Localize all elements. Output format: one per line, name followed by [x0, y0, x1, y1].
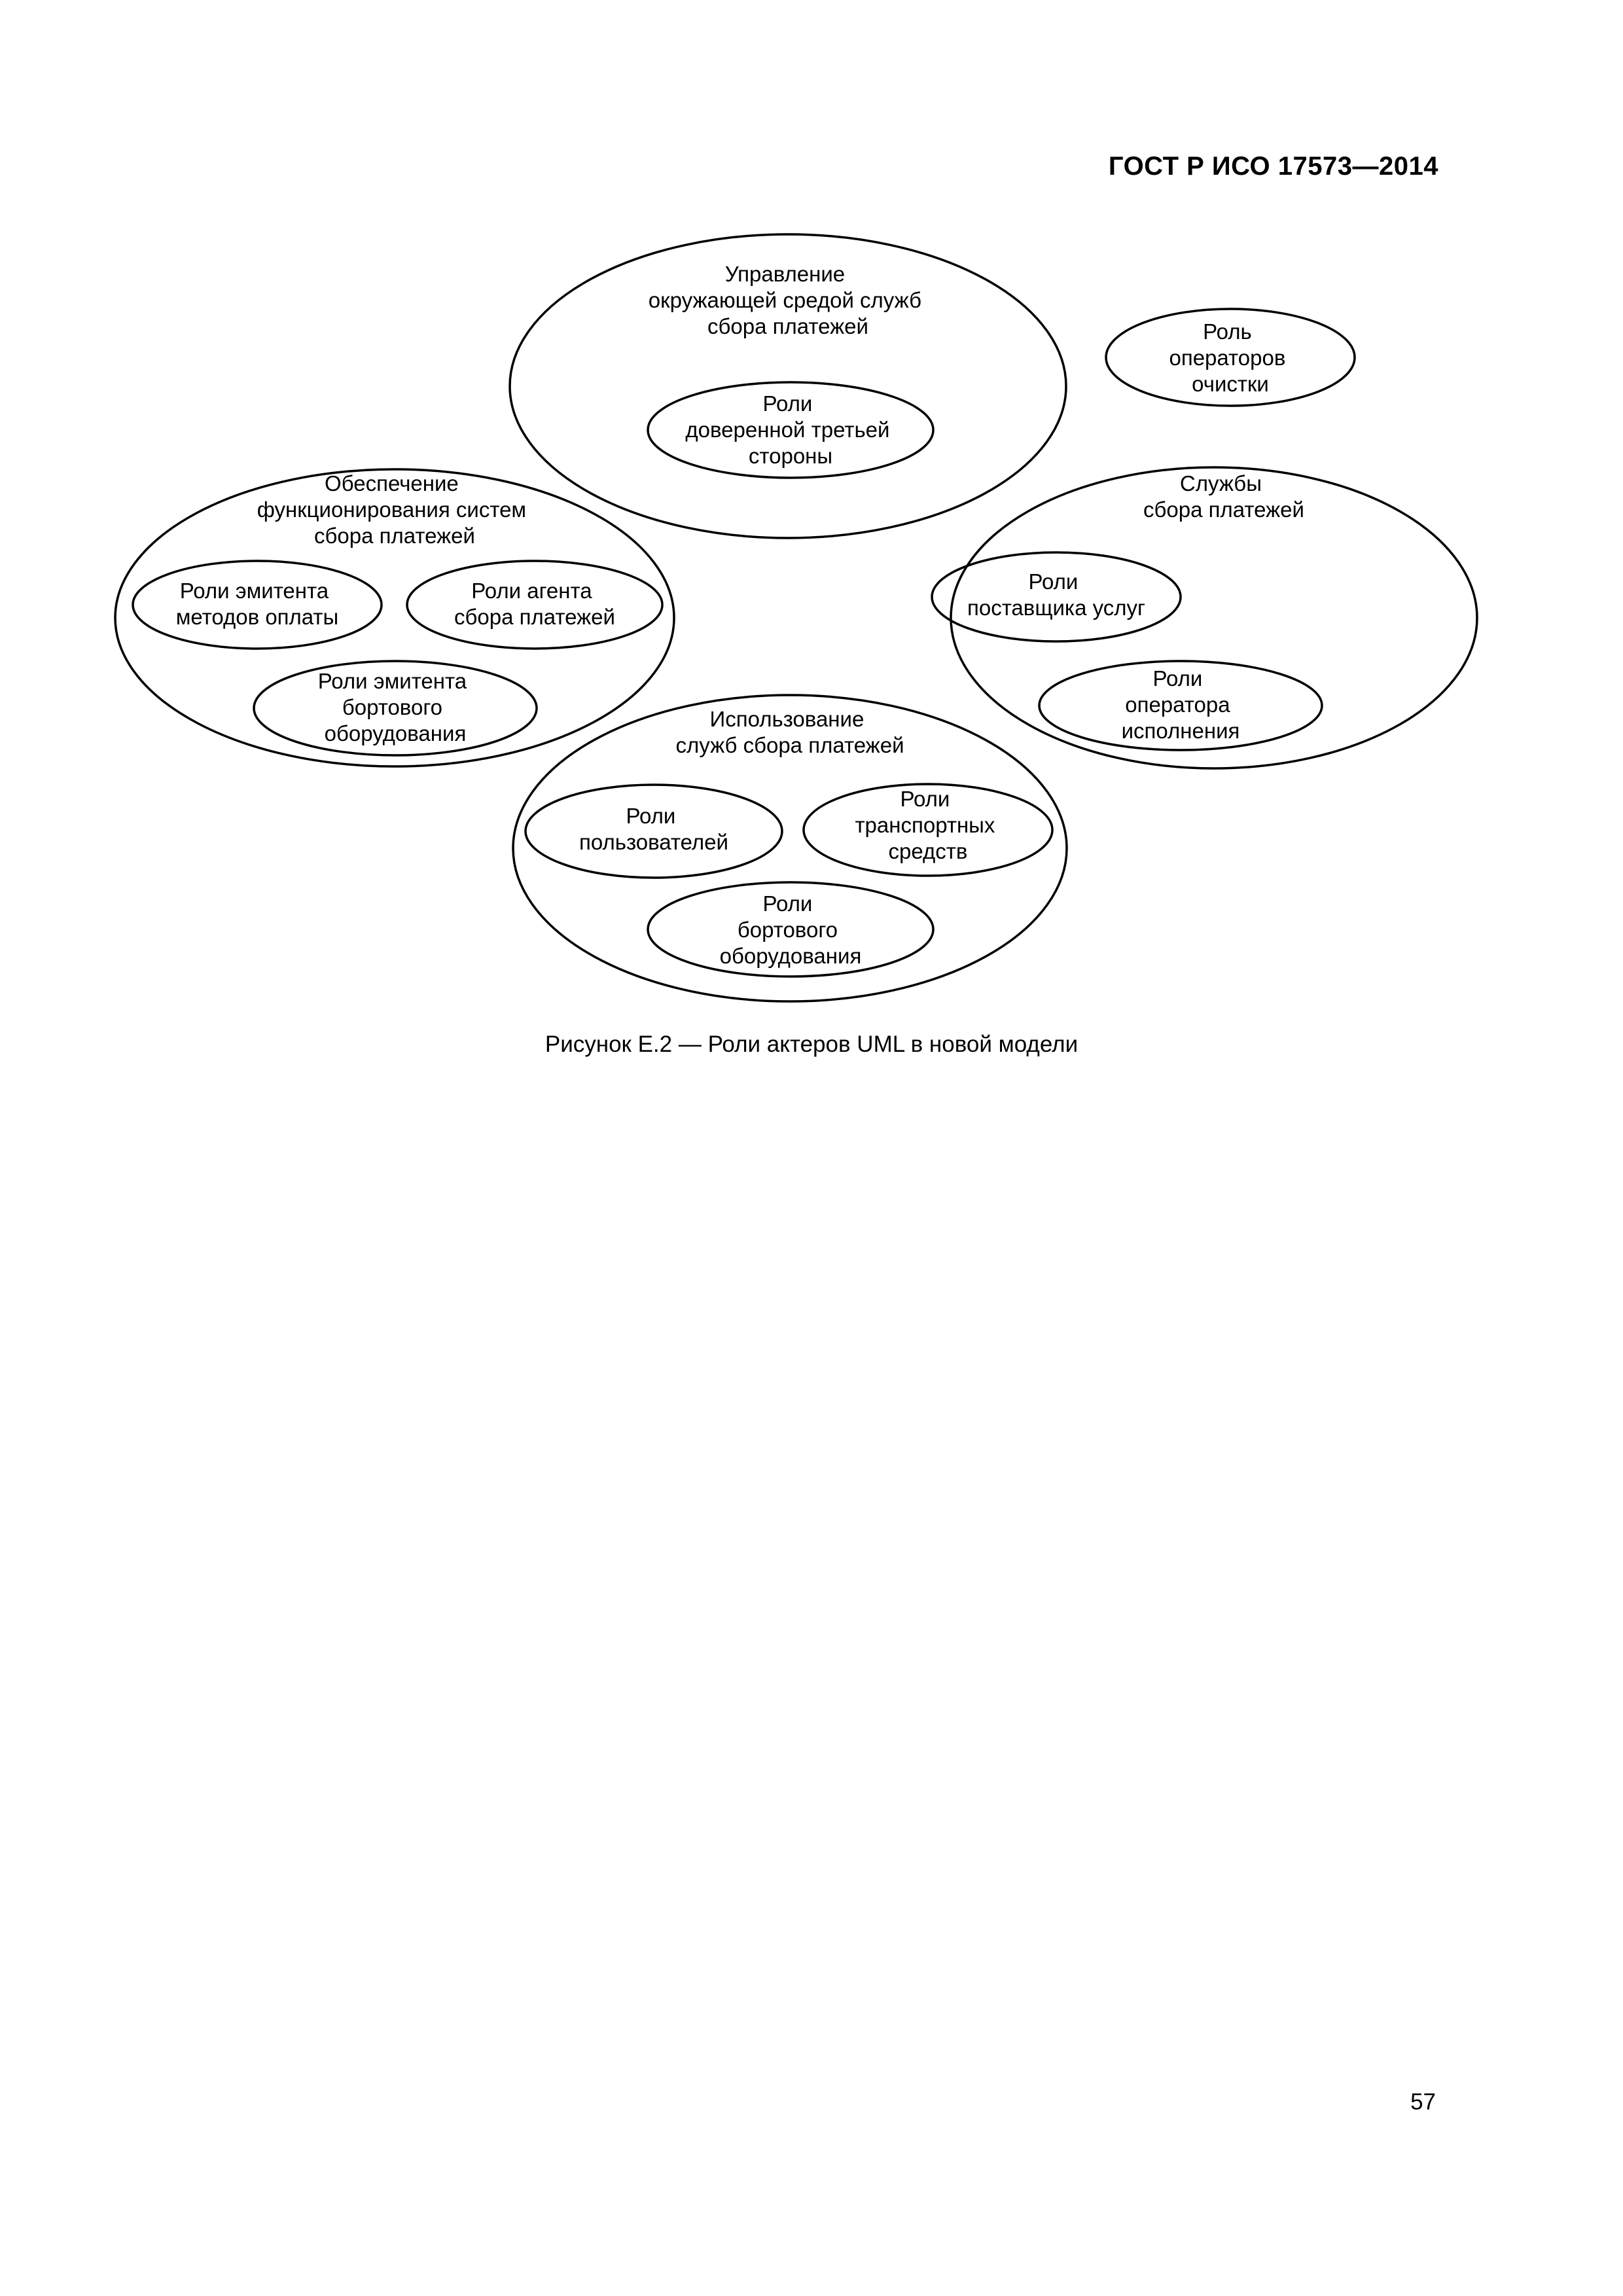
label-line: оборудования — [719, 944, 862, 968]
document-code: ГОСТ Р ИСО 17573—2014 — [1108, 152, 1438, 181]
label-line: Роли — [762, 891, 813, 916]
role-toll-agent-label — [454, 579, 615, 629]
role-onboard-equipment — [648, 882, 933, 977]
label-line: очистки — [1192, 372, 1269, 396]
role-enforcement-operator — [1039, 661, 1322, 750]
label-line: методов оплаты — [175, 605, 339, 629]
label-line: Роли агента — [471, 579, 592, 603]
roles-diagram — [0, 0, 1623, 1113]
role-enforcement-operator-label — [1122, 666, 1240, 743]
group-services-label — [1143, 471, 1304, 522]
label-line: средств — [888, 839, 968, 863]
role-service-provider-label — [967, 569, 1145, 620]
figure-caption: Рисунок Е.2 — Роли актеров UML в новой модели — [544, 1031, 1079, 1057]
label-line: бортового — [737, 918, 838, 942]
label-line: Использование — [709, 707, 865, 731]
label-line: Службы — [1179, 471, 1262, 495]
group-usage — [513, 695, 1067, 1001]
label-line: сбора платежей — [707, 314, 868, 338]
group-provision — [115, 469, 674, 766]
role-obe-issuer — [254, 661, 537, 755]
role-clearing-operator-label — [1169, 319, 1291, 396]
label-line: оператора — [1125, 692, 1230, 717]
page-number: 57 — [1410, 2089, 1436, 2115]
label-line: Управление — [724, 262, 846, 286]
group-services — [932, 467, 1477, 768]
label-line: служб сбора платежей — [675, 733, 904, 757]
role-obe-issuer-label — [318, 669, 473, 745]
label-line: Роль — [1203, 319, 1252, 344]
label-line: оборудования — [324, 721, 467, 745]
role-service-provider — [932, 552, 1181, 641]
label-line: сбора платежей — [1143, 497, 1304, 522]
label-line: сбора платежей — [314, 524, 475, 548]
role-payment-issuer-label — [176, 579, 339, 629]
role-trusted-third-party-label — [685, 391, 895, 468]
label-line: поставщика услуг — [967, 596, 1146, 620]
role-users — [526, 785, 782, 878]
label-line: бортового — [342, 695, 442, 719]
role-toll-agent — [407, 561, 662, 649]
label-line: Роли — [1152, 666, 1203, 691]
group-management — [510, 234, 1066, 538]
label-line: Роли эмитента — [317, 669, 467, 693]
group-provision-label — [257, 471, 533, 548]
role-payment-issuer — [133, 561, 382, 649]
label-line: доверенной третьей — [685, 418, 890, 442]
group-management-label — [649, 262, 927, 338]
label-line: Обеспечение — [325, 471, 459, 495]
label-line: окружающей средой служб — [648, 288, 922, 312]
label-line: Роли эмитента — [179, 579, 329, 603]
label-line: пользователей — [579, 830, 728, 854]
group-usage-label — [675, 707, 904, 757]
role-vehicles-label — [855, 787, 1001, 863]
role-vehicles — [804, 784, 1052, 876]
role-users-label — [579, 804, 728, 854]
label-line: функционирования систем — [257, 497, 527, 522]
role-onboard-equipment-label — [720, 891, 862, 968]
role-trusted-third-party — [648, 382, 933, 478]
label-line: Роли — [626, 804, 676, 828]
label-line: исполнения — [1121, 719, 1240, 743]
label-line: сбора платежей — [454, 605, 615, 629]
label-line: Роли — [1028, 569, 1079, 594]
label-line: Роли — [762, 391, 813, 416]
label-line: Роли — [900, 787, 950, 811]
label-line: операторов — [1169, 346, 1286, 370]
label-line: транспортных — [855, 813, 995, 837]
label-line: стороны — [748, 444, 833, 468]
role-clearing-operator — [1106, 309, 1355, 406]
